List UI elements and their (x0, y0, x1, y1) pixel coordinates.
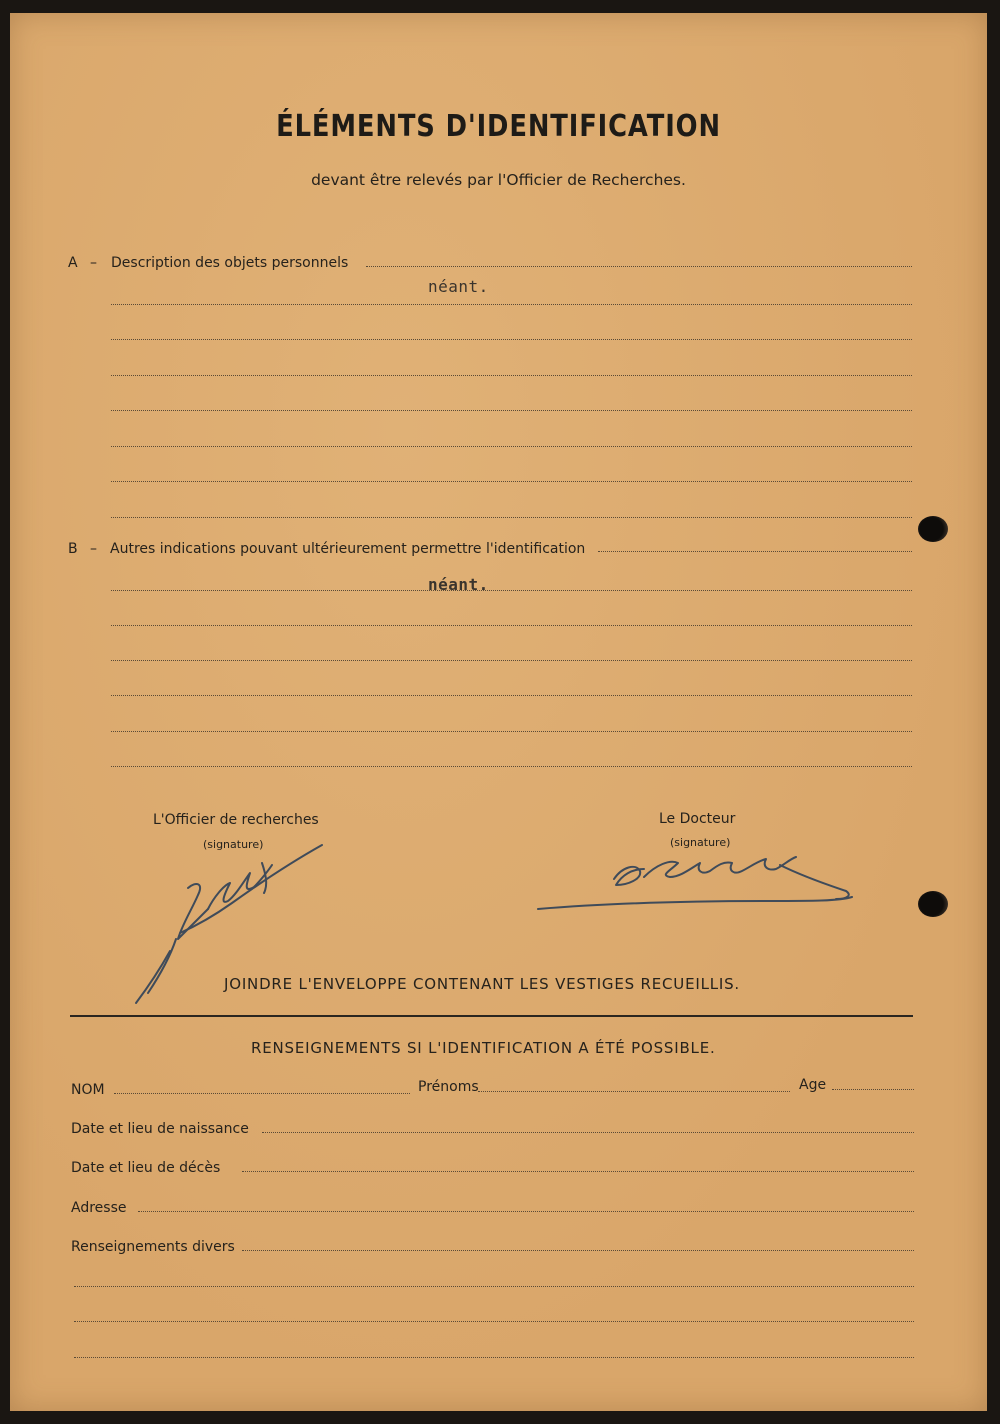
prenoms-label: Prénoms (418, 1079, 479, 1095)
doctor-caption: (signature) (670, 836, 731, 849)
doctor-label: Le Docteur (659, 811, 736, 827)
divers-field[interactable] (74, 1357, 914, 1358)
divers-field[interactable] (74, 1286, 914, 1287)
identification-heading: RENSEIGNEMENTS SI L'IDENTIFICATION A ÉTÉ POSSIBLE. (251, 1039, 716, 1057)
divers-label: Renseignements divers (71, 1239, 235, 1255)
age-label: Age (799, 1077, 827, 1093)
naissance-label: Date et lieu de naissance (71, 1121, 249, 1137)
section-a-label: Description des objets personnels (111, 255, 349, 271)
nom-label: NOM (71, 1082, 105, 1098)
section-a-letter: A (68, 255, 78, 271)
deces-label: Date et lieu de décès (71, 1160, 221, 1176)
age-field[interactable] (832, 1089, 914, 1090)
deces-field[interactable] (242, 1171, 914, 1172)
section-b-typed-value: néant. (428, 575, 489, 594)
prenoms-field[interactable] (478, 1091, 790, 1092)
nom-field[interactable] (114, 1093, 410, 1094)
document-page (10, 13, 987, 1411)
section-a-typed-value: néant. (428, 277, 489, 296)
officer-label: L'Officier de recherches (153, 812, 319, 828)
section-b-letter: B (68, 541, 78, 557)
naissance-field[interactable] (262, 1132, 914, 1133)
punch-hole (918, 891, 948, 917)
section-b-label: Autres indications pouvant ultérieurement permettre l'identification (110, 541, 586, 557)
divers-field[interactable] (74, 1321, 914, 1322)
document-title: ÉLÉMENTS D'IDENTIFICATION (276, 109, 721, 144)
section-a-dash: – (90, 255, 97, 271)
officer-caption: (signature) (203, 838, 264, 851)
adresse-label: Adresse (71, 1200, 127, 1216)
document-subtitle: devant être relevés par l'Officier de Recherches. (311, 171, 686, 189)
section-divider (70, 1015, 913, 1017)
divers-field[interactable] (242, 1250, 914, 1251)
section-b-dash: – (90, 541, 97, 557)
adresse-field[interactable] (138, 1211, 914, 1212)
doctor-signature (10, 13, 987, 1013)
envelope-notice: JOINDRE L'ENVELOPPE CONTENANT LES VESTIGES RECUEILLIS. (224, 975, 740, 993)
